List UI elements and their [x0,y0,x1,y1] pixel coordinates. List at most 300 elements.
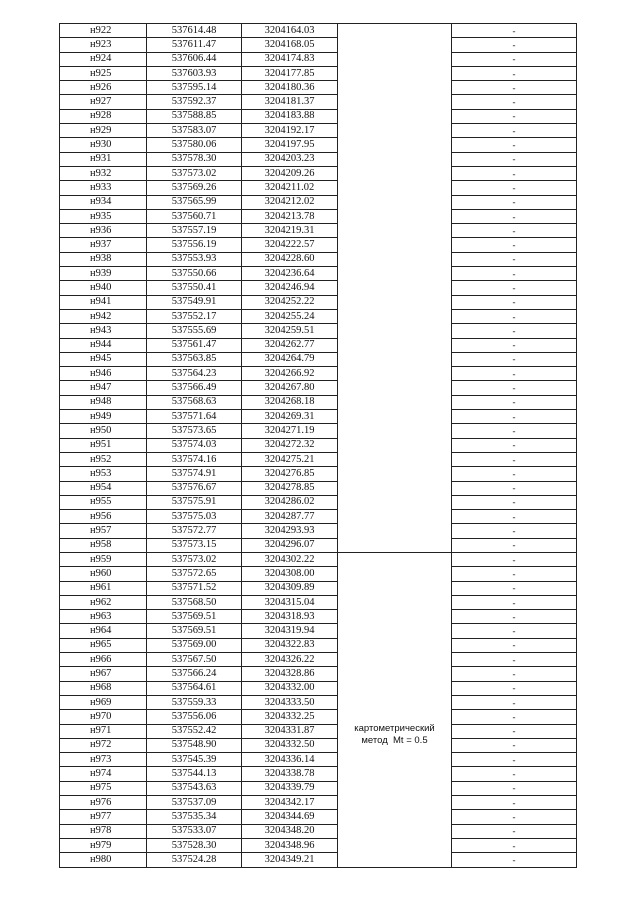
y-coordinate-cell: 3204332.50 [242,738,338,752]
mark-cell: - [452,595,577,609]
method-cell-empty [338,395,452,409]
table-row [60,352,577,366]
y-coordinate-cell: 3204262.77 [242,338,338,352]
y-coordinate-cell: 3204328.86 [242,667,338,681]
method-cell-empty [338,209,452,223]
y-coordinate-cell: 3204287.77 [242,510,338,524]
y-coordinate-cell: 3204331.87 [242,724,338,738]
table-row [60,667,577,681]
mark-cell: - [452,710,577,724]
method-cell-empty [338,295,452,309]
x-coordinate-cell: 537533.07 [147,824,242,838]
x-coordinate-cell: 537566.24 [147,667,242,681]
y-coordinate-cell: 3204296.07 [242,538,338,552]
method-cell-empty [338,195,452,209]
mark-cell: - [452,695,577,709]
y-coordinate-cell: 3204269.31 [242,410,338,424]
method-cell-empty [338,538,452,552]
y-coordinate-cell: 3204286.02 [242,495,338,509]
point-cell: н941 [60,295,147,309]
x-coordinate-cell: 537606.44 [147,52,242,66]
table-row [60,195,577,209]
x-coordinate-cell: 537569.51 [147,624,242,638]
point-cell: н980 [60,853,147,867]
mark-cell: - [452,838,577,852]
mark-cell: - [452,796,577,810]
table-row [60,181,577,195]
method-cell-empty [338,367,452,381]
mark-cell: - [452,109,577,123]
y-coordinate-cell: 3204315.04 [242,595,338,609]
point-cell: н960 [60,567,147,581]
mark-cell: - [452,481,577,495]
y-coordinate-cell: 3204293.93 [242,524,338,538]
y-coordinate-cell: 3204168.05 [242,38,338,52]
point-cell: н924 [60,52,147,66]
point-cell: н932 [60,166,147,180]
mark-cell: - [452,81,577,95]
point-cell: н922 [60,24,147,38]
mark-cell: - [452,538,577,552]
point-cell: н937 [60,238,147,252]
method-cell-empty [338,252,452,266]
mark-cell: - [452,195,577,209]
x-coordinate-cell: 537524.28 [147,853,242,867]
mark-cell: - [452,38,577,52]
point-cell: н958 [60,538,147,552]
mark-cell: - [452,667,577,681]
point-cell: н979 [60,838,147,852]
table-row [60,495,577,509]
x-coordinate-cell: 537565.99 [147,195,242,209]
point-cell: н951 [60,438,147,452]
y-coordinate-cell: 3204192.17 [242,124,338,138]
table-row [60,467,577,481]
mark-cell: - [452,467,577,481]
point-cell: н947 [60,381,147,395]
y-coordinate-cell: 3204236.64 [242,267,338,281]
mark-cell: - [452,152,577,166]
mark-cell: - [452,95,577,109]
point-cell: н930 [60,138,147,152]
y-coordinate-cell: 3204197.95 [242,138,338,152]
table-row [60,381,577,395]
mark-cell: - [452,638,577,652]
x-coordinate-cell: 537576.67 [147,481,242,495]
x-coordinate-cell: 537568.63 [147,395,242,409]
y-coordinate-cell: 3204203.23 [242,152,338,166]
method-cell-empty [338,38,452,52]
mark-cell: - [452,138,577,152]
x-coordinate-cell: 537569.00 [147,638,242,652]
y-coordinate-cell: 3204309.89 [242,581,338,595]
mark-cell: - [452,624,577,638]
point-cell: н971 [60,724,147,738]
x-coordinate-cell: 537571.64 [147,410,242,424]
table-row [60,796,577,810]
table-row [60,695,577,709]
table-row [60,124,577,138]
x-coordinate-cell: 537564.23 [147,367,242,381]
method-cell-empty [338,338,452,352]
point-cell: н968 [60,681,147,695]
point-cell: н966 [60,653,147,667]
x-coordinate-cell: 537575.91 [147,495,242,509]
point-cell: н974 [60,767,147,781]
y-coordinate-cell: 3204308.00 [242,567,338,581]
y-coordinate-cell: 3204264.79 [242,352,338,366]
x-coordinate-cell: 537595.14 [147,81,242,95]
x-coordinate-cell: 537552.42 [147,724,242,738]
method-cell-empty [338,166,452,180]
point-cell: н943 [60,324,147,338]
point-cell: н978 [60,824,147,838]
method-cell-empty [338,138,452,152]
table-row [60,610,577,624]
table-row [60,724,577,738]
table-row [60,810,577,824]
table-row [60,395,577,409]
point-cell: н973 [60,753,147,767]
point-cell: н956 [60,510,147,524]
table-row [60,824,577,838]
method-cell-empty [338,510,452,524]
table-row [60,38,577,52]
x-coordinate-cell: 537573.02 [147,166,242,180]
table-row [60,753,577,767]
y-coordinate-cell: 3204326.22 [242,653,338,667]
method-note-line2: метод Mt = 0.5 [361,734,428,746]
method-cell-empty [338,66,452,80]
y-coordinate-cell: 3204222.57 [242,238,338,252]
table-row [60,767,577,781]
x-coordinate-cell: 537556.06 [147,710,242,724]
y-coordinate-cell: 3204228.60 [242,252,338,266]
mark-cell: - [452,767,577,781]
y-coordinate-cell: 3204177.85 [242,66,338,80]
y-coordinate-cell: 3204339.79 [242,781,338,795]
table-row [60,853,577,867]
mark-cell: - [452,581,577,595]
table-row [60,838,577,852]
point-cell: н936 [60,224,147,238]
coordinate-table-body [60,24,577,868]
table-row [60,224,577,238]
x-coordinate-cell: 537560.71 [147,209,242,223]
x-coordinate-cell: 537549.91 [147,295,242,309]
x-coordinate-cell: 537573.02 [147,552,242,566]
mark-cell: - [452,452,577,466]
mark-cell: - [452,124,577,138]
coordinate-table [59,23,577,868]
mark-cell: - [452,224,577,238]
y-coordinate-cell: 3204183.88 [242,109,338,123]
point-cell: н923 [60,38,147,52]
mark-cell: - [452,309,577,323]
y-coordinate-cell: 3204278.85 [242,481,338,495]
point-cell: н977 [60,810,147,824]
table-row [60,81,577,95]
table-row [60,52,577,66]
mark-cell: - [452,681,577,695]
table-row [60,295,577,309]
mark-cell: - [452,324,577,338]
point-cell: н944 [60,338,147,352]
table-row [60,710,577,724]
point-cell: н967 [60,667,147,681]
method-cell-empty [338,267,452,281]
table-row [60,781,577,795]
mark-cell: - [452,381,577,395]
x-coordinate-cell: 537555.69 [147,324,242,338]
table-row [60,324,577,338]
x-coordinate-cell: 537573.15 [147,538,242,552]
mark-cell: - [452,66,577,80]
x-coordinate-cell: 537603.93 [147,66,242,80]
method-cell-empty [338,410,452,424]
point-cell: н934 [60,195,147,209]
point-cell: н959 [60,552,147,566]
method-cell-empty [338,109,452,123]
point-cell: н926 [60,81,147,95]
mark-cell: - [452,567,577,581]
x-coordinate-cell: 537535.34 [147,810,242,824]
x-coordinate-cell: 537544.13 [147,767,242,781]
x-coordinate-cell: 537545.39 [147,753,242,767]
y-coordinate-cell: 3204180.36 [242,81,338,95]
mark-cell: - [452,410,577,424]
table-row [60,109,577,123]
mark-cell: - [452,495,577,509]
y-coordinate-cell: 3204267.80 [242,381,338,395]
point-cell: н945 [60,352,147,366]
x-coordinate-cell: 537563.85 [147,352,242,366]
point-cell: н970 [60,710,147,724]
table-row [60,595,577,609]
x-coordinate-cell: 537550.66 [147,267,242,281]
x-coordinate-cell: 537583.07 [147,124,242,138]
mark-cell: - [452,338,577,352]
method-cell-empty [338,124,452,138]
mark-cell: - [452,510,577,524]
mark-cell: - [452,267,577,281]
method-note-line1: картометрический [354,722,435,734]
mark-cell: - [452,238,577,252]
mark-cell: - [452,367,577,381]
y-coordinate-cell: 3204302.22 [242,552,338,566]
x-coordinate-cell: 537592.37 [147,95,242,109]
x-coordinate-cell: 537574.16 [147,452,242,466]
mark-cell: - [452,352,577,366]
x-coordinate-cell: 537611.47 [147,38,242,52]
table-row [60,510,577,524]
point-cell: н935 [60,209,147,223]
y-coordinate-cell: 3204318.93 [242,610,338,624]
x-coordinate-cell: 537572.77 [147,524,242,538]
coordinate-document [59,23,576,868]
table-row [60,567,577,581]
table-row [60,524,577,538]
method-cell-empty [338,224,452,238]
mark-cell: - [452,438,577,452]
table-row [60,538,577,552]
y-coordinate-cell: 3204174.83 [242,52,338,66]
table-row [60,238,577,252]
point-cell: н942 [60,309,147,323]
point-cell: н928 [60,109,147,123]
y-coordinate-cell: 3204333.50 [242,695,338,709]
y-coordinate-cell: 3204246.94 [242,281,338,295]
y-coordinate-cell: 3204259.51 [242,324,338,338]
table-row [60,166,577,180]
x-coordinate-cell: 537564.61 [147,681,242,695]
point-cell: н948 [60,395,147,409]
point-cell: н955 [60,495,147,509]
x-coordinate-cell: 537580.06 [147,138,242,152]
y-coordinate-cell: 3204276.85 [242,467,338,481]
y-coordinate-cell: 3204342.17 [242,796,338,810]
x-coordinate-cell: 537552.17 [147,309,242,323]
y-coordinate-cell: 3204213.78 [242,209,338,223]
x-coordinate-cell: 537566.49 [147,381,242,395]
method-cell-empty [338,352,452,366]
point-cell: н972 [60,738,147,752]
table-row [60,252,577,266]
mark-cell: - [452,781,577,795]
point-cell: н957 [60,524,147,538]
point-cell: н954 [60,481,147,495]
method-cell-empty [338,424,452,438]
point-cell: н963 [60,610,147,624]
x-coordinate-cell: 537571.52 [147,581,242,595]
x-coordinate-cell: 537578.30 [147,152,242,166]
mark-cell: - [452,252,577,266]
x-coordinate-cell: 537569.26 [147,181,242,195]
table-row [60,95,577,109]
x-coordinate-cell: 537543.63 [147,781,242,795]
point-cell: н940 [60,281,147,295]
method-cell-empty [338,481,452,495]
x-coordinate-cell: 537567.50 [147,653,242,667]
table-row [60,738,577,752]
table-row [60,481,577,495]
method-cell-empty [338,309,452,323]
x-coordinate-cell: 537559.33 [147,695,242,709]
table-row [60,66,577,80]
point-cell: н949 [60,410,147,424]
point-cell: н938 [60,252,147,266]
x-coordinate-cell: 537528.30 [147,838,242,852]
point-cell: н964 [60,624,147,638]
method-cell-empty [338,238,452,252]
mark-cell: - [452,853,577,867]
y-coordinate-cell: 3204255.24 [242,309,338,323]
table-row [60,24,577,38]
method-cell-empty [338,81,452,95]
y-coordinate-cell: 3204336.14 [242,753,338,767]
mark-cell: - [452,24,577,38]
x-coordinate-cell: 537568.50 [147,595,242,609]
mark-cell: - [452,395,577,409]
mark-cell: - [452,738,577,752]
x-coordinate-cell: 537572.65 [147,567,242,581]
point-cell: н946 [60,367,147,381]
table-row [60,367,577,381]
mark-cell: - [452,724,577,738]
point-cell: н975 [60,781,147,795]
mark-cell: - [452,610,577,624]
mark-cell: - [452,552,577,566]
method-cell-empty [338,152,452,166]
table-row [60,638,577,652]
mark-cell: - [452,295,577,309]
mark-cell: - [452,281,577,295]
mark-cell: - [452,181,577,195]
point-cell: н931 [60,152,147,166]
x-coordinate-cell: 537569.51 [147,610,242,624]
method-cell-empty [338,381,452,395]
x-coordinate-cell: 537573.65 [147,424,242,438]
point-cell: н939 [60,267,147,281]
method-cell-empty [338,95,452,109]
y-coordinate-cell: 3204338.78 [242,767,338,781]
mark-cell: - [452,753,577,767]
method-cell-empty [338,281,452,295]
table-row [60,624,577,638]
mark-cell: - [452,653,577,667]
table-row [60,138,577,152]
table-row [60,452,577,466]
table-row [60,424,577,438]
table-row [60,267,577,281]
table-row [60,681,577,695]
table-row [60,581,577,595]
y-coordinate-cell: 3204348.96 [242,838,338,852]
y-coordinate-cell: 3204322.83 [242,638,338,652]
mark-cell: - [452,209,577,223]
y-coordinate-cell: 3204332.25 [242,710,338,724]
y-coordinate-cell: 3204344.69 [242,810,338,824]
method-cell-empty [338,52,452,66]
x-coordinate-cell: 537614.48 [147,24,242,38]
point-cell: н965 [60,638,147,652]
table-row [60,281,577,295]
x-coordinate-cell: 537574.91 [147,467,242,481]
mark-cell: - [452,524,577,538]
table-row [60,309,577,323]
table-row [60,338,577,352]
point-cell: н962 [60,595,147,609]
method-cell-empty [338,324,452,338]
y-coordinate-cell: 3204332.00 [242,681,338,695]
mark-cell: - [452,424,577,438]
method-cell-empty [338,467,452,481]
point-cell: н953 [60,467,147,481]
x-coordinate-cell: 537588.85 [147,109,242,123]
x-coordinate-cell: 537548.90 [147,738,242,752]
y-coordinate-cell: 3204266.92 [242,367,338,381]
y-coordinate-cell: 3204212.02 [242,195,338,209]
table-row [60,653,577,667]
point-cell: н950 [60,424,147,438]
point-cell: н961 [60,581,147,595]
y-coordinate-cell: 3204252.22 [242,295,338,309]
y-coordinate-cell: 3204348.20 [242,824,338,838]
y-coordinate-cell: 3204349.21 [242,853,338,867]
point-cell: н976 [60,796,147,810]
y-coordinate-cell: 3204209.26 [242,166,338,180]
point-cell: н929 [60,124,147,138]
